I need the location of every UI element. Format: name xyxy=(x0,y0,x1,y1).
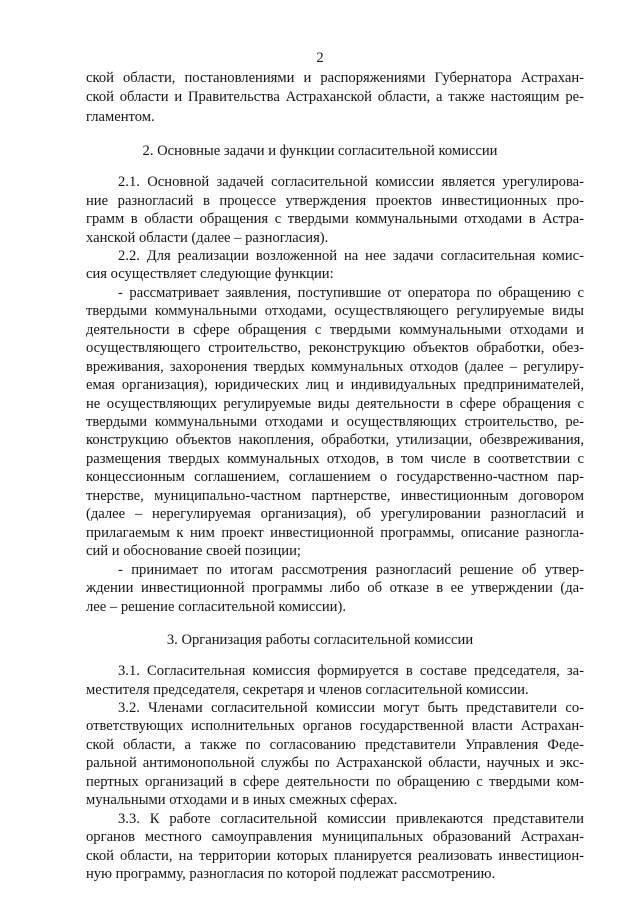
text-line: конструкцию объектов накопления, обработки, утилизации, обезвреживания, xyxy=(86,432,584,449)
text-line: 3.3. К работе согласительной комиссии привлекаются представители xyxy=(118,810,584,827)
text-line: ской области, на территории которых планируется реализовать инвестицион- xyxy=(86,847,584,864)
text-line: концессионным соглашением, соглашением о государственно-частном пар- xyxy=(86,469,584,486)
text-line: деятельности в сфере обращения с твердыми коммунальными отходами и xyxy=(86,321,584,338)
text-line: грамм в области обращения с твердыми коммунальными отходами в Астра- xyxy=(86,211,584,228)
text-line: твердыми коммунальными отходами, осуществляющего регулируемые виды xyxy=(86,303,584,320)
text-line: размещения твердых коммунальных отходов, в том числе в соответствии с xyxy=(86,450,584,467)
section-2-heading: 2. Основные задачи и функции согласительной комиссии xyxy=(142,142,498,159)
page-number: 2 xyxy=(316,50,324,66)
text-line: 2.2. Для реализации возложенной на нее задачи согласительная комис- xyxy=(118,248,584,265)
text-line: (далее – нерегулируемая организация), об урегулировании разногласий и xyxy=(86,506,584,523)
text-line: - принимает по итогам рассмотрения разногласий решение об утвер- xyxy=(118,561,584,578)
text-line: 3.1. Согласительная комиссия формируется в составе председателя, за- xyxy=(118,663,584,680)
text-line: прилагаемым к ним проект инвестиционной программы, описание разногла- xyxy=(86,524,584,541)
text-line: ханской области (далее – разногласия). xyxy=(86,229,329,246)
text-line: - рассматривает заявления, поступившие от оператора по обращению с xyxy=(118,284,584,301)
text-line: органов местного самоуправления муниципальных образований Астрахан- xyxy=(86,829,584,846)
text-line: емая организация), юридических лиц и индивидуальных предпринимателей, xyxy=(86,377,584,394)
section-3-heading: 3. Организация работы согласительной комиссии xyxy=(166,631,474,648)
text-line: ние разногласий в процессе утверждения проектов инвестиционных про- xyxy=(86,192,584,209)
text-line: сий и обоснование своей позиции; xyxy=(86,543,301,560)
text-line: ную программу, разногласия по которой подлежат рассмотрению. xyxy=(86,866,496,882)
text-line: ждении инвестиционной программы либо об отказе в ее утверждении (да- xyxy=(86,580,584,597)
text-line: ской области, а также по согласованию представители Управления Феде- xyxy=(86,736,584,753)
text-line: сия осуществляет следующие функции: xyxy=(86,266,334,283)
text-line: лее – решение согласительной комиссии). xyxy=(86,598,346,615)
text-line: местителя председателя, секретаря и членов согласительной комиссии. xyxy=(86,681,529,698)
text-line: осуществляющего строительство, реконструкцию объектов обработки, обез- xyxy=(86,340,584,357)
text-line: ответствующих исполнительных органов государственной власти Астрахан- xyxy=(86,718,584,735)
text-line: ральной антимонопольной службы по Астраханской области, научных и экс- xyxy=(86,755,584,772)
text-line: пертных организаций в сфере деятельности по обращению с твердыми ком- xyxy=(86,773,584,790)
text-line: вреживания, захоронения твердых коммунальных отходов (далее – регулиру- xyxy=(86,358,584,375)
text-line: ской области и Правительства Астраханской области, а также настоящим ре- xyxy=(86,89,584,106)
text-line: не осуществляющих регулируемые виды деятельности в сфере обращения с xyxy=(86,395,584,412)
text-line: 2.1. Основной задачей согласительной комиссии является урегулирова- xyxy=(118,174,584,191)
text-line: гламентом. xyxy=(86,108,155,125)
text-line: мунальными отходами и в иных смежных сферах. xyxy=(86,792,398,809)
text-line: тнерстве, муниципально-частном партнерстве, инвестиционным договором xyxy=(86,487,584,504)
text-line: твердыми коммунальными отходами и осуществляющих строительство, ре- xyxy=(86,414,584,431)
text-line: ской области, постановлениями и распоряжениями Губернатора Астрахан- xyxy=(86,70,584,86)
text-line: 3.2. Членами согласительной комиссии могут быть представители со- xyxy=(118,699,584,716)
